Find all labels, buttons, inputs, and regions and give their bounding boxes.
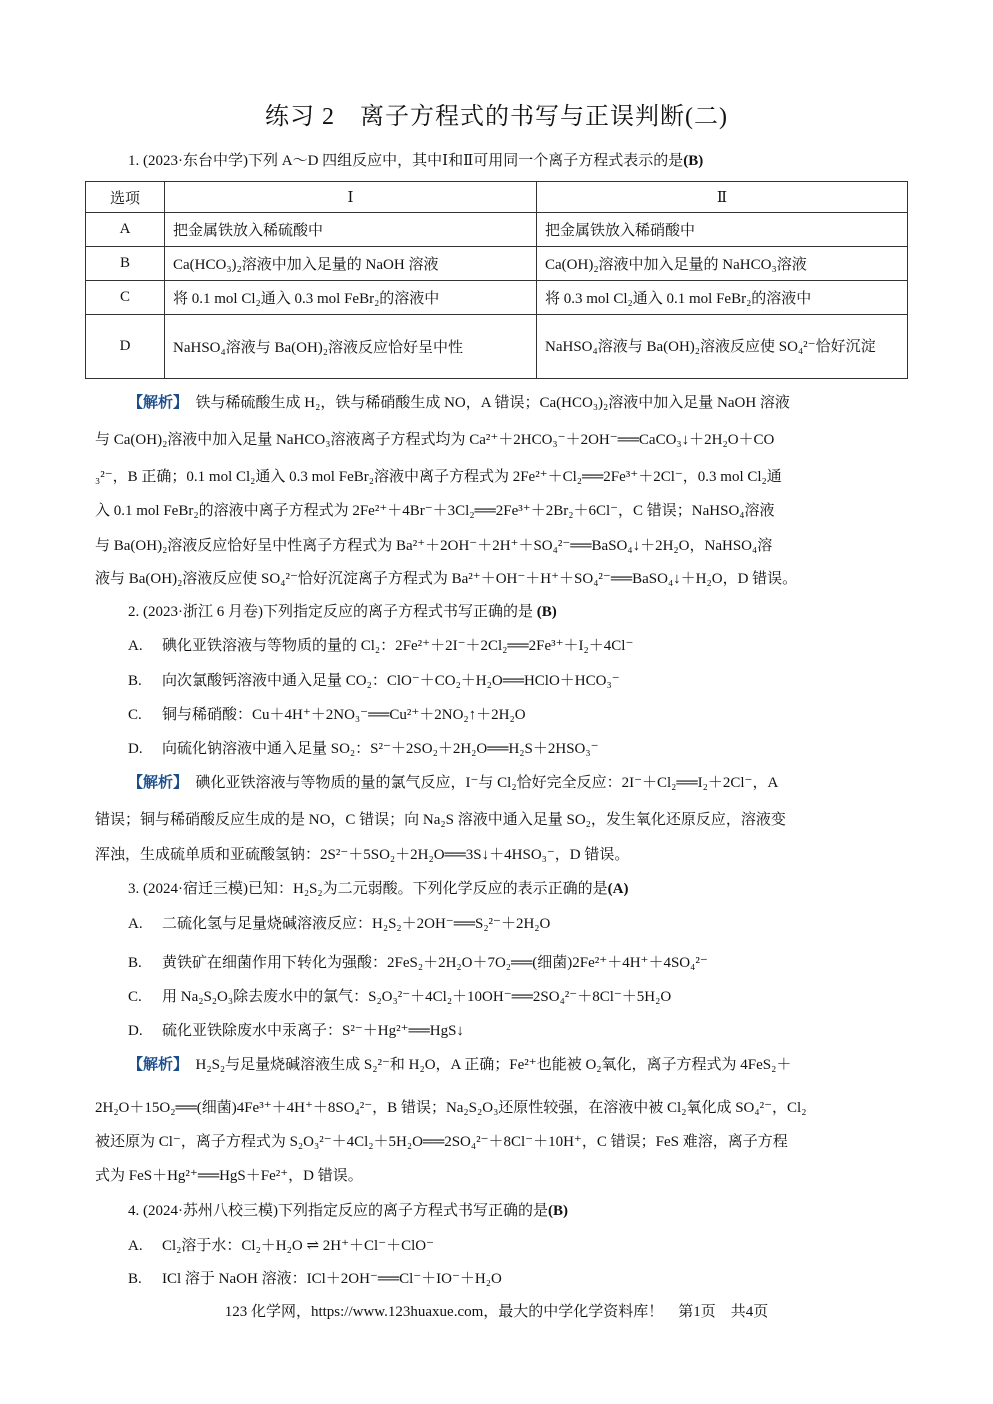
q2-option-a (128, 635, 938, 657)
table-cell-ii: Ca(OH)₂溶液中加入足量的 NaHCO₃溶液 (537, 247, 908, 281)
option-letter: A. (128, 638, 143, 654)
q3-analysis-line: 式为 FeS＋Hg²⁺══HgS＋Fe²⁺，D 错误。 (95, 1168, 363, 1184)
q2-answer: (B) (536, 604, 557, 620)
q1-analysis-line: 入 0.1 mol FeBr₂的溶液中离子方程式为 2Fe²⁺＋4Br⁻＋3Cl₂══2Fe³⁺＋2Br₂＋6Cl⁻，C 错误；NaHSO₄溶液 (95, 503, 775, 519)
q4-stem (128, 1200, 938, 1222)
table-header-i: Ⅰ (165, 182, 537, 213)
table-cell-i: NaHSO₄溶液与 Ba(OH)₂溶液反应恰好呈中性 (165, 315, 537, 379)
table-cell-i: 将 0.1 mol Cl₂通入 0.3 mol FeBr₂的溶液中 (165, 281, 537, 315)
q2-option-c (128, 704, 938, 726)
q3-stem-text: 3. (2024·宿迁三模)已知：H₂S₂为二元弱酸。下列化学反应的表示正确的是 (128, 881, 608, 897)
q3-option-c (128, 986, 938, 1008)
q2-analysis-line: 浑浊，生成硫单质和亚硫酸氢钠：2S²⁻＋5SO₂＋2H₂O══3S↓＋4HSO₃⁻，D 错误。 (95, 847, 630, 863)
page-footer: 123 化学网，https://www.123huaxue.com，最大的中学化学资料库！ 第1页 共4页 (224, 1304, 769, 1320)
option-text: ICl 溶于 NaOH 溶液：ICl＋2OH⁻══Cl⁻＋IO⁻＋H₂O (162, 1271, 502, 1287)
q2-analysis-line: 错误；铜与稀硝酸反应生成的是 NO，C 错误；向 Na₂S 溶液中通入足量 SO₂，发生氧化还原反应，溶液变 (95, 812, 786, 828)
table-row (86, 213, 908, 247)
table-cell-option: B (86, 247, 165, 281)
q1-options-table (85, 181, 908, 379)
q3-option-a (128, 913, 938, 935)
table-header-option: 选项 (86, 182, 165, 213)
q2-option-d (128, 738, 938, 760)
q2-option-b (128, 670, 938, 692)
option-text: Cl₂溶于水：Cl₂＋H₂O ⇌ 2H⁺＋Cl⁻＋ClO⁻ (162, 1238, 435, 1254)
table-row (86, 315, 908, 379)
q1-stem (128, 150, 938, 172)
q1-analysis-line: 与 Ba(OH)₂溶液反应恰好呈中性离子方程式为 Ba²⁺＋2OH⁻＋2H⁺＋SO₄²⁻══BaSO₄↓＋2H₂O，NaHSO₄溶 (95, 538, 773, 554)
q3-option-b (128, 952, 938, 974)
q1-analysis-line: 与 Ca(OH)₂溶液中加入足量 NaHCO₃溶液离子方程式均为 Ca²⁺＋2HCO₃⁻＋2OH⁻══CaCO₃↓＋2H₂O＋CO (95, 432, 775, 448)
q1-analysis-line: 液与 Ba(OH)₂溶液反应使 SO₄²⁻恰好沉淀离子方程式为 Ba²⁺＋OH⁻＋H⁺＋SO₄²⁻══BaSO₄↓＋H₂O，D 错误。 (95, 571, 798, 587)
table-cell-ii: 将 0.3 mol Cl₂通入 0.1 mol FeBr₂的溶液中 (537, 281, 908, 315)
q4-answer: (B) (548, 1203, 568, 1219)
option-text: 二硫化氢与足量烧碱溶液反应：H₂S₂＋2OH⁻══S₂²⁻＋2H₂O (162, 916, 551, 932)
analysis-text: 铁与稀硫酸生成 H₂，铁与稀硝酸生成 NO，A 错误；Ca(HCO₃)₂溶液中加入足量 NaOH 溶液 (195, 395, 790, 411)
table-cell-ii: 把金属铁放入稀硝酸中 (537, 213, 908, 247)
option-text: 向次氯酸钙溶液中通入足量 CO₂：ClO⁻＋CO₂＋H₂O══HClO＋HCO₃⁻ (162, 673, 620, 689)
option-letter: D. (128, 1023, 143, 1039)
table-header-ii: Ⅱ (537, 182, 908, 213)
q1-analysis-line: ₃²⁻，B 正确；0.1 mol Cl₂通入 0.3 mol FeBr₂溶液中离子方程式为 2Fe²⁺＋Cl₂══2Fe³⁺＋2Cl⁻，0.3 mol Cl₂通 (95, 469, 782, 485)
q3-answer: (A) (607, 881, 629, 897)
option-letter: B. (128, 1271, 142, 1287)
option-text: 碘化亚铁溶液与等物质的量的 Cl₂：2Fe²⁺＋2I⁻＋2Cl₂══2Fe³⁺＋I₂＋4Cl⁻ (162, 638, 634, 654)
analysis-tag: 【解析】 (128, 1057, 189, 1073)
option-text: 向硫化钠溶液中通入足量 SO₂：S²⁻＋2SO₂＋2H₂O══H₂S＋2HSO₃⁻ (162, 741, 599, 757)
q2-analysis-line (128, 772, 938, 794)
table-cell-option: A (86, 213, 165, 247)
table-row (86, 247, 908, 281)
option-letter: D. (128, 741, 143, 757)
q2-stem-text: 2. (2023·浙江 6 月卷)下列指定反应的离子方程式书写正确的是 (128, 604, 537, 620)
q1-answer: (B) (683, 153, 704, 169)
q3-stem (128, 878, 938, 900)
table-cell-i: 把金属铁放入稀硫酸中 (165, 213, 537, 247)
page-title: 练习 2 离子方程式的书写与正误判断(二) (265, 104, 728, 130)
option-text: 黄铁矿在细菌作用下转化为强酸：2FeS₂＋2H₂O＋7O₂══(细菌)2Fe²⁺＋4H⁺＋4SO₄²⁻ (162, 955, 708, 971)
q1-analysis-line (128, 392, 938, 414)
option-letter: A. (128, 1238, 143, 1254)
analysis-tag: 【解析】 (128, 395, 189, 411)
q4-option-b (128, 1268, 938, 1290)
option-letter: B. (128, 673, 142, 689)
option-text: 硫化亚铁除废水中汞离子：S²⁻＋Hg²⁺══HgS↓ (162, 1023, 464, 1039)
option-letter: C. (128, 989, 142, 1005)
q3-option-d (128, 1020, 938, 1042)
option-letter: B. (128, 955, 142, 971)
q4-option-a (128, 1235, 938, 1257)
q2-stem (128, 601, 938, 623)
analysis-tag: 【解析】 (128, 775, 189, 791)
analysis-text: 碘化亚铁溶液与等物质的量的氯气反应，I⁻与 Cl₂恰好完全反应：2I⁻＋Cl₂══I₂＋2Cl⁻，A (195, 775, 779, 791)
table-cell-ii: NaHSO₄溶液与 Ba(OH)₂溶液反应使 SO₄²⁻恰好沉淀 (537, 315, 908, 379)
table-row (86, 281, 908, 315)
q3-analysis-line (128, 1054, 938, 1076)
option-letter: C. (128, 707, 142, 723)
option-letter: A. (128, 916, 143, 932)
option-text: 用 Na₂S₂O₃除去废水中的氯气：S₂O₃²⁻＋4Cl₂＋10OH⁻══2SO₄²⁻＋8Cl⁻＋5H₂O (162, 989, 672, 1005)
q3-analysis-line: 2H₂O＋15O₂══(细菌)4Fe³⁺＋4H⁺＋8SO₄²⁻，B 错误；Na₂S₂O₃还原性较强，在溶液中被 Cl₂氧化成 SO₄²⁻，Cl₂ (95, 1100, 807, 1116)
table-cell-option: D (86, 315, 165, 379)
analysis-text: H₂S₂与足量烧碱溶液生成 S₂²⁻和 H₂O，A 正确；Fe²⁺也能被 O₂氧化，离子方程式为 4FeS₂＋ (195, 1057, 792, 1073)
table-header-row (86, 182, 908, 213)
table-cell-i: Ca(HCO₃)₂溶液中加入足量的 NaOH 溶液 (165, 247, 537, 281)
q4-stem-text: 4. (2024·苏州八校三模)下列指定反应的离子方程式书写正确的是 (128, 1203, 548, 1219)
option-text: 铜与稀硝酸：Cu＋4H⁺＋2NO₃⁻══Cu²⁺＋2NO₂↑＋2H₂O (162, 707, 526, 723)
table-cell-option: C (86, 281, 165, 315)
q3-analysis-line: 被还原为 Cl⁻，离子方程式为 S₂O₃²⁻＋4Cl₂＋5H₂O══2SO₄²⁻＋8Cl⁻＋10H⁺，C 错误；FeS 难溶，离子方程 (95, 1134, 788, 1150)
q1-stem-text: 1. (2023·东台中学)下列 A～D 四组反应中，其中Ⅰ和Ⅱ可用同一个离子方程式表示的是 (128, 153, 684, 169)
